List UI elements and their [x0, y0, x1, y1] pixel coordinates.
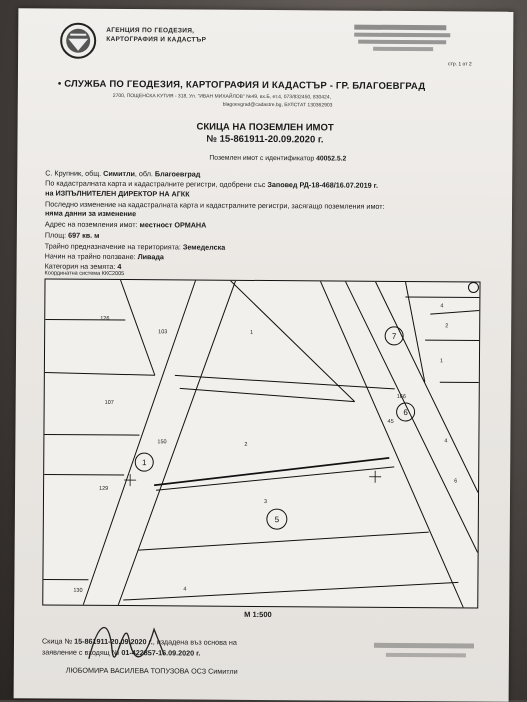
parcel-line-8	[156, 465, 394, 492]
document-number: № 15-861911-20.09.2020 г.	[17, 132, 512, 146]
parcel-label-4: 4	[183, 586, 186, 592]
road-left-edge-2	[118, 280, 235, 606]
purpose-label: Трайно предназначение на територията:	[45, 241, 181, 251]
parcel-label-150: 150	[157, 439, 166, 445]
category-value: 4	[117, 262, 121, 271]
last-change-label: Последно изменение на кадастралната карта и кадастралните регистри, засягащо поземления имот:	[45, 199, 385, 210]
parcel-line-5	[44, 474, 124, 475]
parcel-label-107: 107	[105, 400, 114, 406]
property-address-value: местност ОРМАНА	[140, 220, 207, 229]
last-change-value-row	[45, 208, 136, 218]
marker-label-5: 5	[275, 515, 280, 524]
office-email: blagoevgrad@cadastre.bg, БУЛСТАТ 130362903	[223, 102, 333, 109]
parcel-line-4	[44, 434, 139, 435]
location-row	[45, 168, 200, 178]
stamp-bottom-right-line2	[386, 653, 466, 658]
corner-mark-circle	[468, 282, 478, 292]
approval-order: Заповед РД-18-468/16.07.2019 г.	[267, 180, 378, 190]
road-right-edge-3	[374, 282, 479, 493]
location-region-prefix: , обл.	[135, 169, 153, 178]
agency-name-line2: КАРТОГРАФИЯ И КАДАСТЪР	[106, 36, 206, 44]
footer-application-prefix: заявление с входящ №	[42, 647, 120, 657]
footer-line1	[42, 636, 237, 646]
coordinate-system-label: Координатна система ККС2005	[45, 270, 125, 277]
area-row	[45, 230, 100, 239]
stamp-top-right	[354, 25, 446, 31]
approval-prefix: По кадастралната карта и кадастралните регистри, одобрени със	[45, 178, 265, 189]
page-number: стр. 1 от 2	[448, 61, 472, 67]
parcel-line-12	[139, 530, 429, 552]
location-prefix: С. Крупник, общ.	[45, 168, 101, 177]
marker-label-6: 6	[403, 408, 408, 417]
parcel-line-11	[175, 375, 395, 389]
marker-label-1: 1	[142, 458, 147, 467]
approval-by-row	[45, 188, 190, 198]
identifier-row	[209, 155, 346, 163]
parcel-label-129: 129	[99, 486, 108, 492]
agency-logo-icon	[58, 21, 102, 61]
parcel-label-130: 130	[73, 588, 82, 594]
parcel-line-7	[180, 388, 355, 401]
parcel-label-2: 2	[244, 442, 247, 448]
footer-sketch-suffix: , издадена въз основа на	[153, 637, 237, 647]
cadastral-sketch-sheet	[14, 8, 514, 701]
agency-name-line1: АГЕНЦИЯ ПО ГЕОДЕЗИЯ,	[106, 27, 194, 35]
parcel-label-45: 45	[388, 419, 394, 425]
category-label: Категория на земята:	[45, 261, 116, 270]
parcel-label-1: 1	[250, 330, 253, 336]
cadastral-map	[42, 278, 480, 608]
property-address-row	[45, 219, 206, 229]
parcel-line-15	[430, 310, 479, 314]
identifier-value: 40052.5.2	[316, 155, 346, 162]
parcel-label-103: 103	[158, 329, 167, 335]
footer-signatory: ЛЮБОМИРА ВАСИЛЕВА ТОПУЗОВА ОСЗ Симитли	[66, 666, 238, 676]
stamp-top-right-line4	[373, 47, 433, 51]
parcel-label-2b: 2	[445, 323, 448, 329]
parcel-line-2	[120, 280, 156, 375]
stamp-top-right-line2	[354, 33, 450, 38]
property-address-label: Адрес на поземления имот:	[45, 219, 138, 229]
parcel-label-166: 166	[397, 394, 406, 400]
area-value: 697 кв. м	[68, 231, 99, 240]
parcel-label-4b: 4	[440, 303, 443, 309]
footer-sketch-number: 15-861911-20.09.2020 г.	[74, 637, 153, 647]
office-title: • СЛУЖБА ПО ГЕОДЕЗИЯ, КАРТОГРАФИЯ И КАДАСТЪР - ГР. БЛАГОЕВГРАД	[58, 79, 426, 93]
usage-label: Начин на трайно ползване:	[45, 251, 136, 261]
footer-line2	[42, 647, 201, 657]
parcel-line-9	[154, 456, 389, 487]
parcel-line-13	[123, 580, 458, 602]
cadastral-map-drawing	[43, 279, 479, 607]
last-change-value: няма данни за изменение	[45, 208, 136, 218]
purpose-row	[45, 241, 226, 251]
stamp-bottom-right	[374, 643, 474, 649]
road-right-edge-2	[344, 282, 480, 553]
footer-application-number: 01-422857-16.09.2020 г.	[121, 648, 200, 658]
parcel-label-1b: 1	[440, 358, 443, 364]
identifier-label: Поземлен имот с идентификатор	[209, 155, 314, 163]
map-scale: М 1:500	[244, 610, 272, 619]
parcel-line-14	[405, 297, 479, 298]
purpose-value: Земеделска	[183, 242, 225, 251]
location-region: Благоевград	[155, 169, 200, 178]
parcel-label-3: 3	[264, 499, 267, 505]
parcel-label-4c: 4	[444, 438, 447, 444]
stamp-top-right-line3	[358, 40, 446, 45]
usage-value: Ливада	[138, 252, 164, 261]
parcel-line-10	[230, 281, 356, 402]
office-address: 2700, ПОЩЕНСКА КУТИЯ - 318, Ул. "ИВАН МИХАЙЛОВ" №49, вх.Б, ет.4, 073/832450, 830424,	[113, 93, 331, 101]
footer-sketch-prefix: Скица №	[42, 636, 72, 645]
document-title: СКИЦА НА ПОЗЕМЛЕН ИМОТ	[18, 120, 513, 134]
road-left-edge-1	[83, 280, 195, 606]
parcel-line-1	[45, 319, 125, 320]
parcel-line-3	[45, 372, 155, 375]
parcel-label-6: 6	[454, 478, 457, 484]
parcel-label-126: 126	[100, 316, 109, 322]
location-municipality: Симитли	[103, 169, 135, 178]
area-label: Площ:	[45, 230, 66, 239]
usage-row	[45, 251, 164, 261]
marker-label-7: 7	[392, 332, 397, 341]
road-right-edge-1	[318, 281, 465, 607]
approval-by: на ИЗПЪЛНИТЕЛЕН ДИРЕКТОР НА АГКК	[45, 188, 190, 198]
